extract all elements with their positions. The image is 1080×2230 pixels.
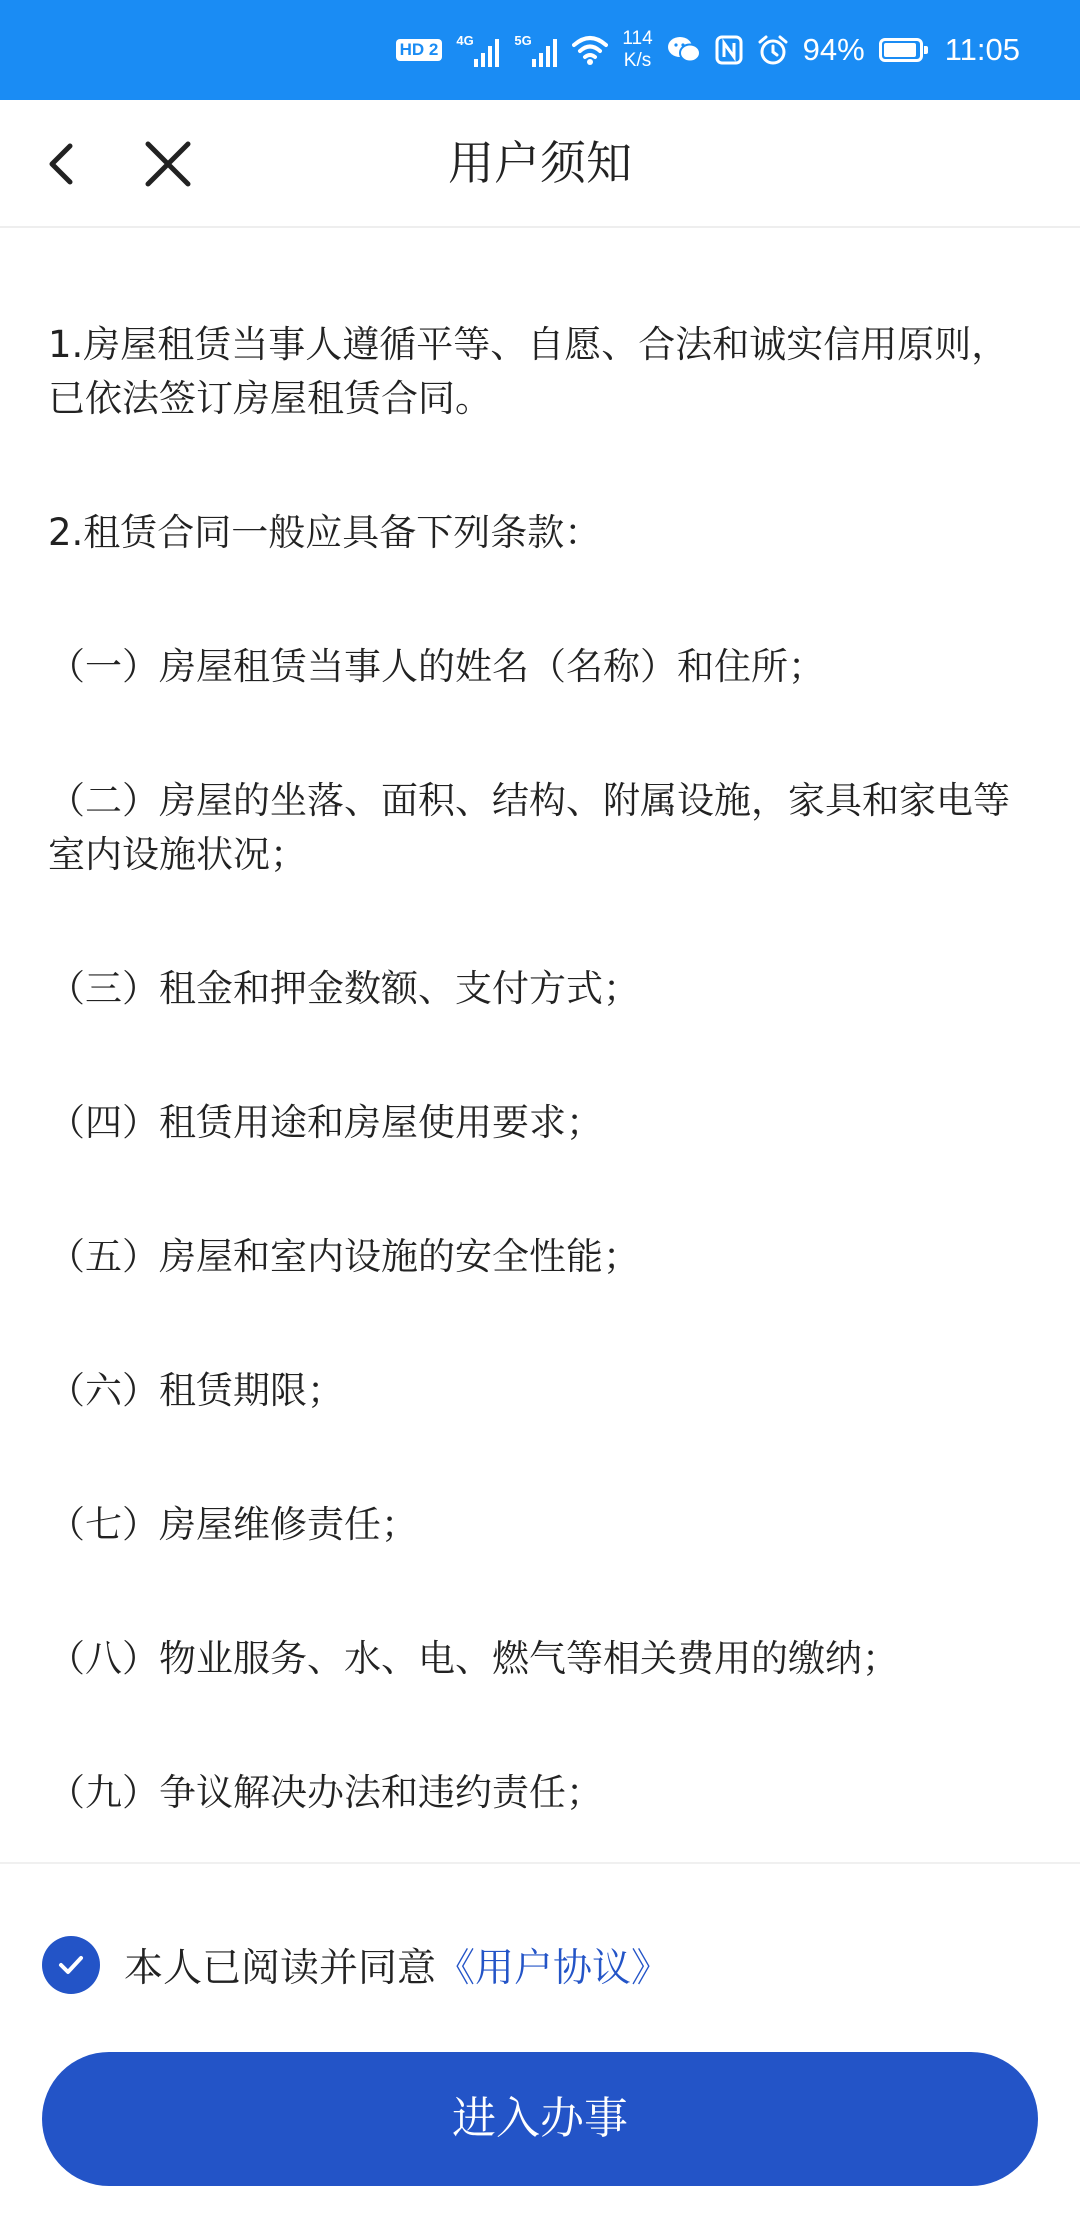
battery-icon bbox=[879, 38, 923, 62]
footer bbox=[0, 1862, 1080, 2230]
nfc-icon bbox=[715, 35, 743, 65]
page-title: 用户须知 bbox=[448, 136, 632, 190]
nav-bar bbox=[0, 100, 1080, 228]
enter-button[interactable]: 进入办事 bbox=[42, 2052, 1038, 2186]
clock: 11:05 bbox=[944, 32, 1020, 67]
wifi-icon bbox=[572, 35, 608, 65]
notice-paragraph: （三）租金和押金数额、支付方式； bbox=[48, 967, 640, 1010]
check-icon bbox=[54, 1948, 88, 1982]
network-speed-value: 114 bbox=[622, 28, 653, 49]
notice-content bbox=[48, 318, 1038, 1900]
sim-badge-text: 2 bbox=[428, 40, 439, 59]
notice-paragraph: （六）租赁期限； bbox=[48, 1369, 344, 1412]
battery-percent: 94% bbox=[802, 32, 865, 67]
wechat-icon bbox=[667, 36, 701, 64]
hd-icon bbox=[396, 39, 443, 61]
network-speed-unit: K/s bbox=[623, 50, 652, 71]
hd-badge-text: HD bbox=[399, 40, 425, 59]
status-bar bbox=[0, 0, 1080, 100]
agree-text: 本人已阅读并同意 bbox=[124, 1946, 437, 1991]
agreement-row bbox=[42, 1936, 670, 1994]
notice-paragraph: （四）租赁用途和房屋使用要求； bbox=[48, 1101, 603, 1144]
user-agreement-link[interactable]: 《用户协议》 bbox=[436, 1946, 671, 1991]
notice-paragraph: （七）房屋维修责任； bbox=[48, 1503, 418, 1546]
alarm-icon bbox=[757, 34, 789, 66]
signal-5g-icon bbox=[514, 33, 558, 67]
notice-paragraph: （五）房屋和室内设施的安全性能； bbox=[48, 1235, 640, 1278]
network-speed bbox=[622, 28, 652, 72]
notice-paragraph: （九）争议解决办法和违约责任； bbox=[48, 1771, 603, 1814]
signal-5g-label: 5G bbox=[514, 33, 532, 48]
notice-paragraph: 2.租赁合同一般应具备下列条款： bbox=[48, 511, 602, 554]
notice-paragraph: （八）物业服务、水、电、燃气等相关费用的缴纳； bbox=[48, 1637, 899, 1680]
agree-checkbox[interactable] bbox=[42, 1936, 100, 1994]
notice-paragraph: （二）房屋的坐落、面积、结构、附属设施，家具和家电等室内设施状况； bbox=[48, 779, 1010, 876]
signal-4g-label: 4G bbox=[456, 33, 474, 48]
notice-paragraph: 1.房屋租赁当事人遵循平等、自愿、合法和诚实信用原则，已依法签订房屋租赁合同。 bbox=[48, 323, 1009, 420]
signal-4g-icon bbox=[456, 33, 500, 67]
status-icons bbox=[396, 0, 1020, 100]
notice-paragraph: （一）房屋租赁当事人的姓名（名称）和住所； bbox=[48, 645, 825, 688]
battery-fill bbox=[884, 43, 916, 57]
